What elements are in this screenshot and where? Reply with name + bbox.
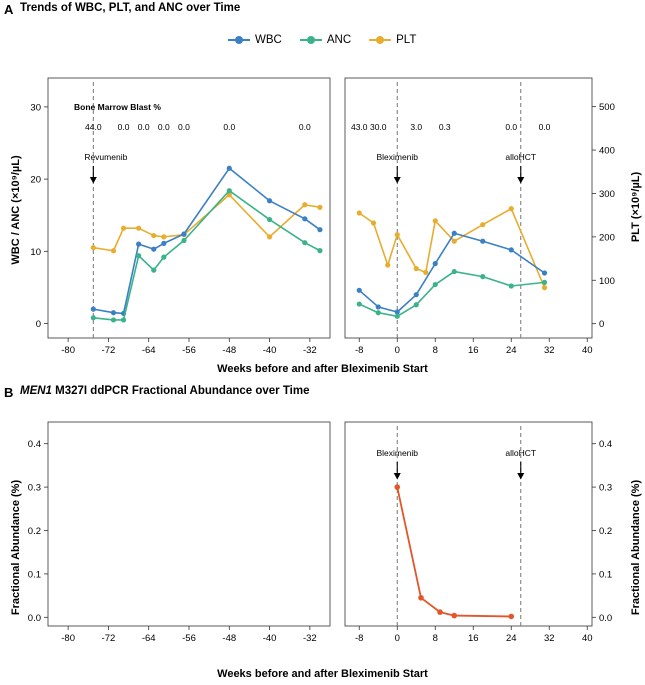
panel-b-svg [0, 404, 645, 666]
svg-text:40: 40 [581, 633, 593, 644]
svg-text:0.0: 0.0 [137, 122, 150, 132]
svg-text:400: 400 [599, 145, 615, 157]
panel-b-ylabel-right: Fractional Abundance (%) [630, 479, 642, 616]
svg-text:0.0: 0.0 [298, 122, 311, 132]
svg-text:24: 24 [505, 345, 517, 356]
panel-b-plot [0, 404, 645, 666]
panel-b-title-rest: M327I ddPCR Fractional Abundance over Time [51, 385, 310, 397]
legend-item-plt[interactable] [369, 34, 416, 46]
svg-text:Revumenib: Revumenib [84, 152, 128, 162]
panel-a-ylabel-right: PLT (×10⁹/µL) [630, 171, 642, 243]
legend-label-plt: PLT [396, 34, 417, 46]
svg-text:-8: -8 [355, 633, 364, 644]
svg-text:0.2: 0.2 [27, 526, 41, 538]
svg-text:0: 0 [394, 345, 400, 356]
svg-text:-64: -64 [141, 633, 156, 644]
panel-b-title [20, 385, 310, 397]
svg-text:0: 0 [35, 319, 41, 331]
svg-text:0.0: 0.0 [223, 122, 236, 132]
panel-a-svg [0, 60, 645, 380]
legend-swatch-wbc-icon [228, 39, 250, 41]
svg-text:3.0: 3.0 [410, 122, 423, 132]
svg-text:0.1: 0.1 [27, 569, 41, 581]
svg-text:-56: -56 [182, 633, 196, 644]
svg-text:-56: -56 [182, 345, 196, 356]
svg-text:-72: -72 [101, 633, 116, 644]
svg-text:-40: -40 [262, 633, 277, 644]
legend-label-anc: ANC [326, 34, 352, 46]
svg-text:500: 500 [599, 102, 615, 114]
panel-a-letter: A [4, 2, 14, 17]
panel-b-ylabel-left: Fractional Abundance (%) [10, 479, 22, 616]
legend-swatch-anc-icon [300, 39, 322, 41]
svg-text:100: 100 [599, 275, 615, 287]
legend-item-anc[interactable] [300, 34, 351, 46]
svg-text:0.2: 0.2 [599, 526, 613, 538]
panel-b-xlabel: Weeks before and after Bleximenib Start [217, 668, 428, 680]
svg-text:32: 32 [543, 345, 555, 356]
svg-text:200: 200 [599, 232, 615, 244]
svg-text:0.1: 0.1 [599, 569, 613, 581]
svg-text:Bone Marrow Blast %: Bone Marrow Blast % [74, 102, 161, 112]
svg-text:43.0: 43.0 [350, 122, 368, 132]
svg-text:0.0: 0.0 [599, 612, 613, 624]
legend-label-wbc: WBC [255, 34, 282, 46]
svg-text:-8: -8 [355, 345, 364, 356]
svg-text:20: 20 [30, 174, 41, 186]
svg-text:-72: -72 [101, 345, 116, 356]
panel-a-xlabel: Weeks before and after Bleximenib Start [217, 363, 428, 375]
svg-text:24: 24 [505, 633, 517, 644]
svg-text:0.4: 0.4 [599, 439, 613, 451]
svg-text:16: 16 [467, 633, 479, 644]
legend-swatch-plt-icon [369, 39, 391, 41]
panel-a-ylabel-left: WBC / ANC (×10⁹/µL) [10, 155, 22, 265]
svg-text:-80: -80 [61, 633, 76, 644]
svg-text:0.0: 0.0 [178, 122, 190, 132]
panel-a-plot [0, 60, 645, 380]
svg-text:-32: -32 [302, 345, 317, 356]
svg-text:-32: -32 [302, 633, 317, 644]
svg-text:30.0: 30.0 [369, 122, 387, 132]
svg-text:300: 300 [599, 188, 615, 200]
svg-text:-80: -80 [61, 345, 76, 356]
svg-text:0.3: 0.3 [599, 482, 613, 494]
legend-item-wbc[interactable] [228, 34, 282, 46]
svg-text:0.4: 0.4 [27, 439, 41, 451]
svg-text:0: 0 [394, 633, 400, 644]
svg-text:40: 40 [581, 345, 593, 356]
svg-text:-40: -40 [262, 345, 277, 356]
svg-text:8: 8 [432, 633, 438, 644]
svg-text:0.0: 0.0 [27, 612, 41, 624]
svg-text:8: 8 [432, 345, 438, 356]
svg-text:30: 30 [30, 102, 41, 114]
svg-text:0.0: 0.0 [538, 122, 551, 132]
svg-text:0.0: 0.0 [505, 122, 518, 132]
svg-text:0.3: 0.3 [27, 482, 41, 494]
panel-a-title: Trends of WBC, PLT, and ANC over Time [20, 2, 241, 14]
svg-text:Bleximenib: Bleximenib [376, 152, 419, 162]
svg-text:-64: -64 [141, 345, 156, 356]
legend [228, 34, 416, 46]
svg-text:0.0: 0.0 [157, 122, 170, 132]
svg-text:44.0: 44.0 [85, 122, 102, 132]
svg-text:0: 0 [599, 319, 605, 331]
svg-text:16: 16 [467, 345, 479, 356]
svg-text:-48: -48 [222, 633, 237, 644]
svg-text:alloHCT: alloHCT [505, 152, 537, 162]
svg-text:Bleximenib: Bleximenib [376, 448, 419, 458]
svg-text:0.0: 0.0 [117, 122, 130, 132]
svg-text:alloHCT: alloHCT [505, 448, 537, 458]
svg-text:10: 10 [30, 246, 41, 258]
svg-text:0.3: 0.3 [438, 122, 451, 132]
panel-b-letter: B [4, 385, 14, 400]
svg-text:-48: -48 [222, 345, 237, 356]
panel-b-title-gene: MEN1 [20, 385, 52, 397]
svg-text:32: 32 [543, 633, 555, 644]
